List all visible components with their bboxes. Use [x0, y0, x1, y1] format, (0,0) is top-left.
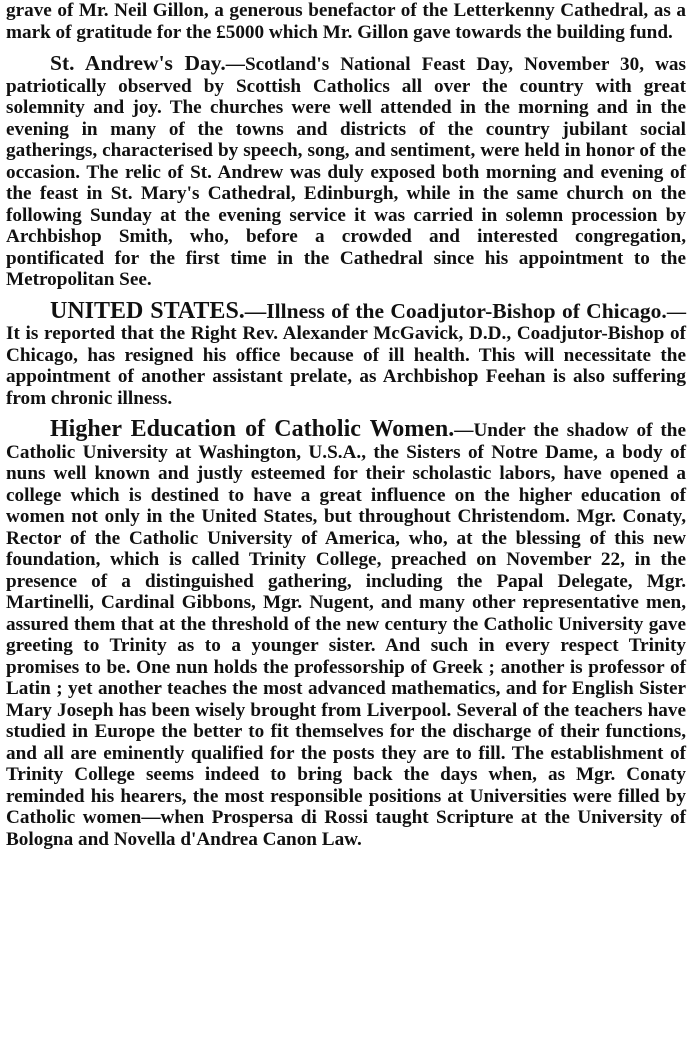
paragraph-body: —It is reported that the Right Rev. Alexander McGavick, D.D., Coadjutor-Bishop of Chicago, has resigned his office because of ill health. This will necessitate the appointment of another assistant prelate, as Archbishop Feehan is also suffering from chronic illness.: [6, 301, 686, 409]
newspaper-column: [6, 0, 686, 850]
section-heading: St. Andrew's Day.: [50, 51, 226, 75]
paragraph-body: —Under the shadow of the Catholic University at Washington, U.S.A., the Sisters of Notre Dame, a body of nuns well known and justly esteemed for their scholastic labors, have opened a college which is destined to have a great influence on the higher education of women not only in the United States, but throughout Christendom. Mgr. Conaty, Rector of the Catholic University of America, who, at the blessing of this new foundation, which is called Trinity College, preached on November 22, in the presence of a distinguished gathering, including the Papal Delegate, Mgr. Martinelli, Cardinal Gibbons, Mgr. Nugent, and many other representative men, assured them that at the threshold of the new century the Catholic University gave greeting to Trinity as to a younger sister. And such in every respect Trinity promises to be. One nun holds the professorship of Greek ; another is professor of Latin ; yet another teaches the most advanced mathematics, and for English Sister Mary Joseph has been wisely brought from Liverpool. Several of the teachers have studied in Europe the better to fit themselves for the discharge of their functions, and all are eminently qualified for the posts they are to fill. The establishment of Trinity College seems indeed to bring back the days when, as Mgr. Conaty reminded his hearers, the most responsible positions at Universities were filled by Catholic women—when Prospersa di Rossi taught Scripture at the University of Bologna and Novella d'Andrea Canon Law.: [6, 420, 686, 850]
country-heading: UNITED STATES.: [50, 297, 245, 324]
section-heading: Higher Education of Catholic Women.: [50, 416, 455, 442]
paragraph-gillon: [6, 0, 686, 43]
paragraph-chicago: [6, 297, 686, 410]
paragraph-body: —Scotland's National Feast Day, November 30, was patriotically observed by Scottish Catholics all over the country with great solemnity and joy. The churches were well attended in the morning and in the evening in many of the towns and districts of the country jubilant social gatherings, characterised by speech, song, and sentiment, were held in honor of the occasion. The relic of St. Andrew was duly exposed both morning and evening of the feast in St. Mary's Cathedral, Edinburgh, while in the same church on the following Sunday at the evening service it was carried in solemn procession by Archbishop Smith, who, before a crowded and interested congregation, pontificated for the first time in the Cathedral since his appointment to the Metropolitan See.: [6, 54, 686, 290]
section-heading: —Illness of the Coadjutor-Bishop of Chicago.: [244, 298, 667, 323]
paragraph-body: grave of Mr. Neil Gillon, a generous benefactor of the Letterkenny Cathedral, as a mark of gratitude for the £5000 which Mr. Gillon gave towards the building fund.: [6, 0, 686, 43]
paragraph-st-andrews-day: [6, 53, 686, 291]
paragraph-higher-education: [6, 416, 686, 850]
